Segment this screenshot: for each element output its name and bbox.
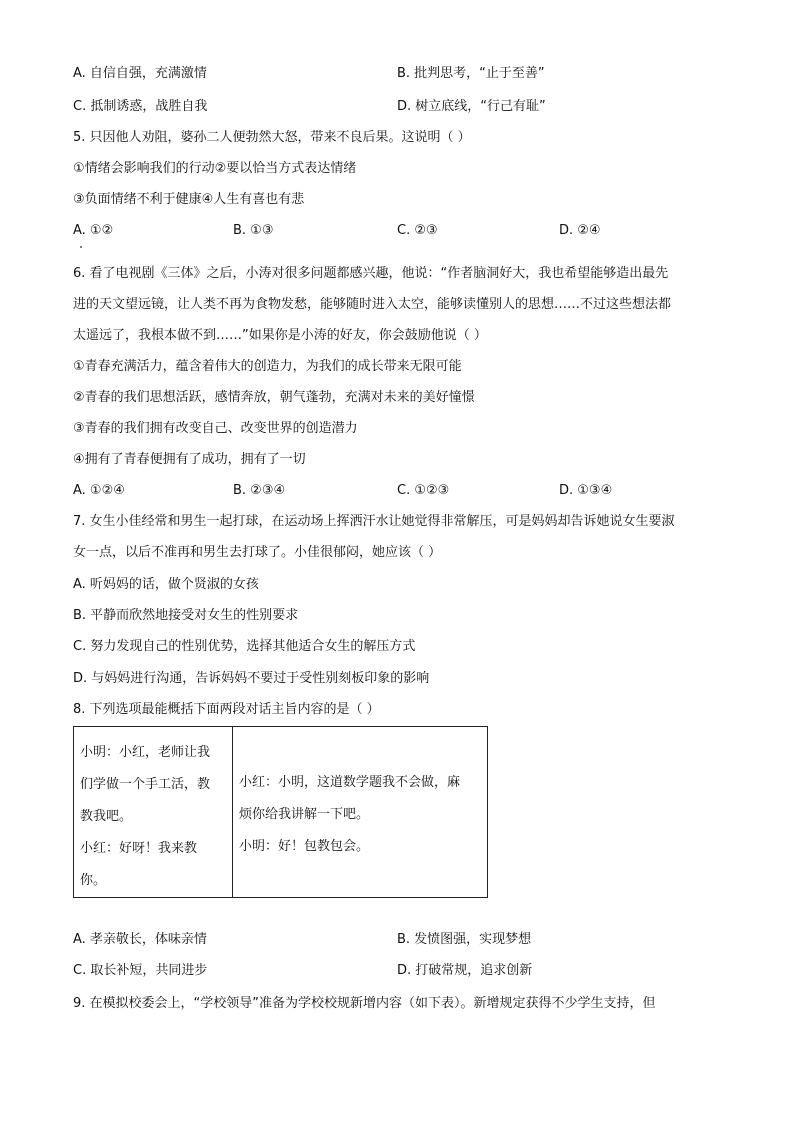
q8-stem: 8. 下列选项最能概括下面两段对话主旨内容的是（ ）: [73, 702, 380, 717]
prev-option-b: B. 批判思考，“止于至善”: [397, 66, 545, 81]
q7-option-b: B. 平静而欣然地接受对女生的性别要求: [73, 608, 299, 623]
dialogue-left-line: 教我吧。: [80, 809, 133, 824]
q6-stem-line-2: 进的天文望远镜，让人类不再为食物发愁，能够随时进入太空，能够读懂别人的思想……不过这些想法都: [73, 297, 672, 312]
prev-option-a: A. 自信自强，充满激情: [73, 66, 207, 81]
q5-statement-1: ①情绪会影响我们的行动②要以恰当方式表达情绪: [73, 161, 357, 176]
q6-option-a: A. ①②④: [73, 483, 125, 498]
dialogue-left-line: 们学做一个手工活，教: [80, 777, 211, 792]
prev-option-d: D. 树立底线，“行己有耻”: [397, 99, 546, 114]
q8-dialogue-table: [73, 726, 488, 898]
dialogue-left-line: 小红：好呀！我来教: [80, 841, 198, 856]
dialogue-right-cell: [233, 727, 488, 898]
q7-option-c: C. 努力发现自己的性别优势，选择其他适合女生的解压方式: [73, 639, 416, 654]
q5-option-d: D. ②④: [559, 223, 601, 238]
q6-option-b: B. ②③④: [233, 483, 286, 498]
q6-stem-line-1: 6. 看了电视剧《三体》之后，小涛对很多问题都感兴趣，他说：“作者脑洞好大，我也希望能够造出最先: [73, 266, 669, 281]
q8-option-c: C. 取长补短，共同进步: [73, 963, 208, 978]
dialogue-right-line: 烦你给我讲解一下吧。: [239, 807, 370, 822]
q6-statement-1: ①青春充满活力，蕴含着伟大的创造力，为我们的成长带来无限可能: [73, 359, 462, 374]
q6-statement-3: ③青春的我们拥有改变自己、改变世界的创造潜力: [73, 421, 358, 436]
dialogue-left-line: 小明：小红，老师让我: [80, 745, 211, 760]
q5-option-c: C. ②③: [397, 223, 438, 238]
q8-option-b: B. 发愤图强，实现梦想: [397, 932, 532, 947]
dialogue-left-line: 你。: [80, 873, 107, 888]
q5-option-b: B. ①③: [233, 223, 274, 238]
q7-stem-line-1: 7. 女生小佳经常和男生一起打球，在运动场上挥洒汗水让她觉得非常解压，可是妈妈却告诉她说女生要淑: [73, 514, 675, 529]
q8-option-a: A. 孝亲敬长，体味亲情: [73, 932, 207, 947]
q5-option-a: A. ①②: [73, 223, 114, 238]
dialogue-right-line: 小明：好！包教包会。: [239, 839, 370, 854]
q6-statement-2: ②青春的我们思想活跃，感情奔放，朝气蓬勃，充满对未来的美好憧憬: [73, 390, 475, 405]
prev-option-c: C. 抵制诱惑，战胜自我: [73, 99, 208, 114]
dialogue-right-line: 小红：小明，这道数学题我不会做，麻: [239, 775, 461, 790]
q7-option-d: D. 与妈妈进行沟通，告诉妈妈不要过于受性别刻板印象的影响: [73, 671, 430, 686]
q9-stem-line-1: 9. 在模拟校委会上，“学校领导”准备为学校校规新增内容（如下表）。新增规定获得不少学生支持，但: [73, 996, 656, 1011]
q6-option-c: C. ①②③: [397, 483, 450, 498]
dialogue-left-cell: [74, 727, 233, 898]
q6-stem-line-3: 太遥远了，我根本做不到……”如果你是小涛的好友，你会鼓励他说（ ）: [73, 328, 487, 343]
stray-dot-mark: [80, 246, 82, 248]
q7-option-a: A. 听妈妈的话，做个贤淑的女孩: [73, 577, 259, 592]
q5-stem: 5. 只因他人劝阻，婆孙二人便勃然大怒，带来不良后果。这说明（ ）: [73, 130, 471, 145]
q8-option-d: D. 打破常规，追求创新: [397, 963, 533, 978]
q5-statement-2: ③负面情绪不利于健康④人生有喜也有悲: [73, 192, 305, 207]
q7-stem-line-2: 女一点，以后不准再和男生去打球了。小佳很郁闷，她应该（ ）: [73, 545, 442, 560]
q6-option-d: D. ①③④: [559, 483, 613, 498]
q6-statement-4: ④拥有了青春便拥有了成功，拥有了一切: [73, 452, 306, 467]
